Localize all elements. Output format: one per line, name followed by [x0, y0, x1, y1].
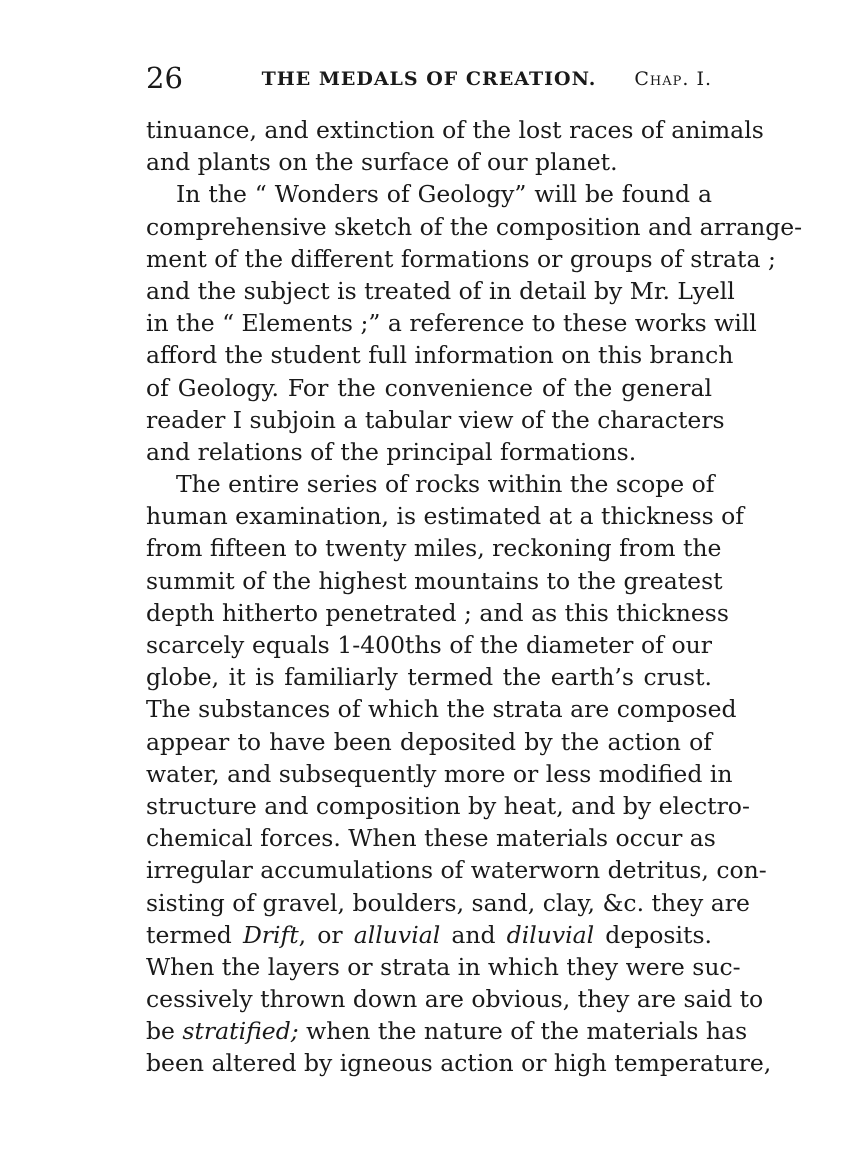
text-line: irregular accumulations of waterworn detritus, con- — [146, 856, 767, 885]
text-line: sisting of gravel, boulders, sand, clay, &c. they are — [146, 888, 750, 917]
text-line: structure and composition by heat, and by electro- — [146, 791, 750, 820]
text-line: afford the student full information on this branch — [146, 341, 734, 370]
text-line: and plants on the surface of our planet. — [146, 148, 618, 177]
text-line: depth hitherto penetrated ; and as this thickness — [146, 598, 729, 627]
text-line: summit of the highest mountains to the greatest — [146, 566, 723, 595]
text-line: tinuance, and extinction of the lost races of animals — [146, 116, 764, 144]
running-head — [146, 58, 712, 98]
text-line: chemical forces. When these materials occur as — [146, 824, 716, 853]
text-line: When the layers or strata in which they were suc- — [146, 952, 741, 981]
text-line: from fifteen to twenty miles, reckoning from the — [146, 534, 722, 563]
chapter-reference: Chap. I. — [634, 68, 712, 90]
text-line: water, and subsequently more or less modified in — [146, 759, 733, 788]
text-line: be stratified; when the nature of the materials has — [146, 1017, 748, 1046]
text-line: and the subject is treated of in detail by Mr. Lyell — [146, 276, 735, 305]
body-text — [146, 114, 803, 1080]
text-line: in the “ Elements ;” a reference to these works will — [146, 309, 757, 338]
text-line: cessively thrown down are obvious, they are said to — [146, 985, 764, 1014]
text-line: ment of the different formations or groups of strata ; — [146, 244, 776, 273]
text-line: reader I subjoin a tabular view of the characters — [146, 405, 725, 434]
text-line: scarcely equals 1-400ths of the diameter of our — [146, 631, 712, 659]
text-line: been altered by igneous action or high temperature, — [146, 1049, 772, 1078]
page-number: 26 — [146, 61, 183, 95]
text-line: of Geology. For the convenience of the general — [146, 373, 712, 402]
text-line: appear to have been deposited by the action of — [146, 727, 712, 756]
text-line: The substances of which the strata are composed — [146, 695, 737, 724]
text-line: comprehensive sketch of the composition and arrange- — [146, 212, 803, 241]
running-title: THE MEDALS OF CREATION. — [261, 68, 597, 90]
text-line: human examination, is estimated at a thickness of — [146, 502, 744, 531]
text-line: In the “ Wonders of Geology” will be found a — [176, 180, 712, 209]
text-line: globe, it is familiarly termed the earth’s crust. — [146, 663, 712, 692]
text-line: The entire series of rocks within the scope of — [176, 470, 715, 499]
text-line: and relations of the principal formations. — [146, 437, 637, 466]
text-line: termed Drift, or alluvial and diluvial deposits. — [146, 920, 712, 949]
